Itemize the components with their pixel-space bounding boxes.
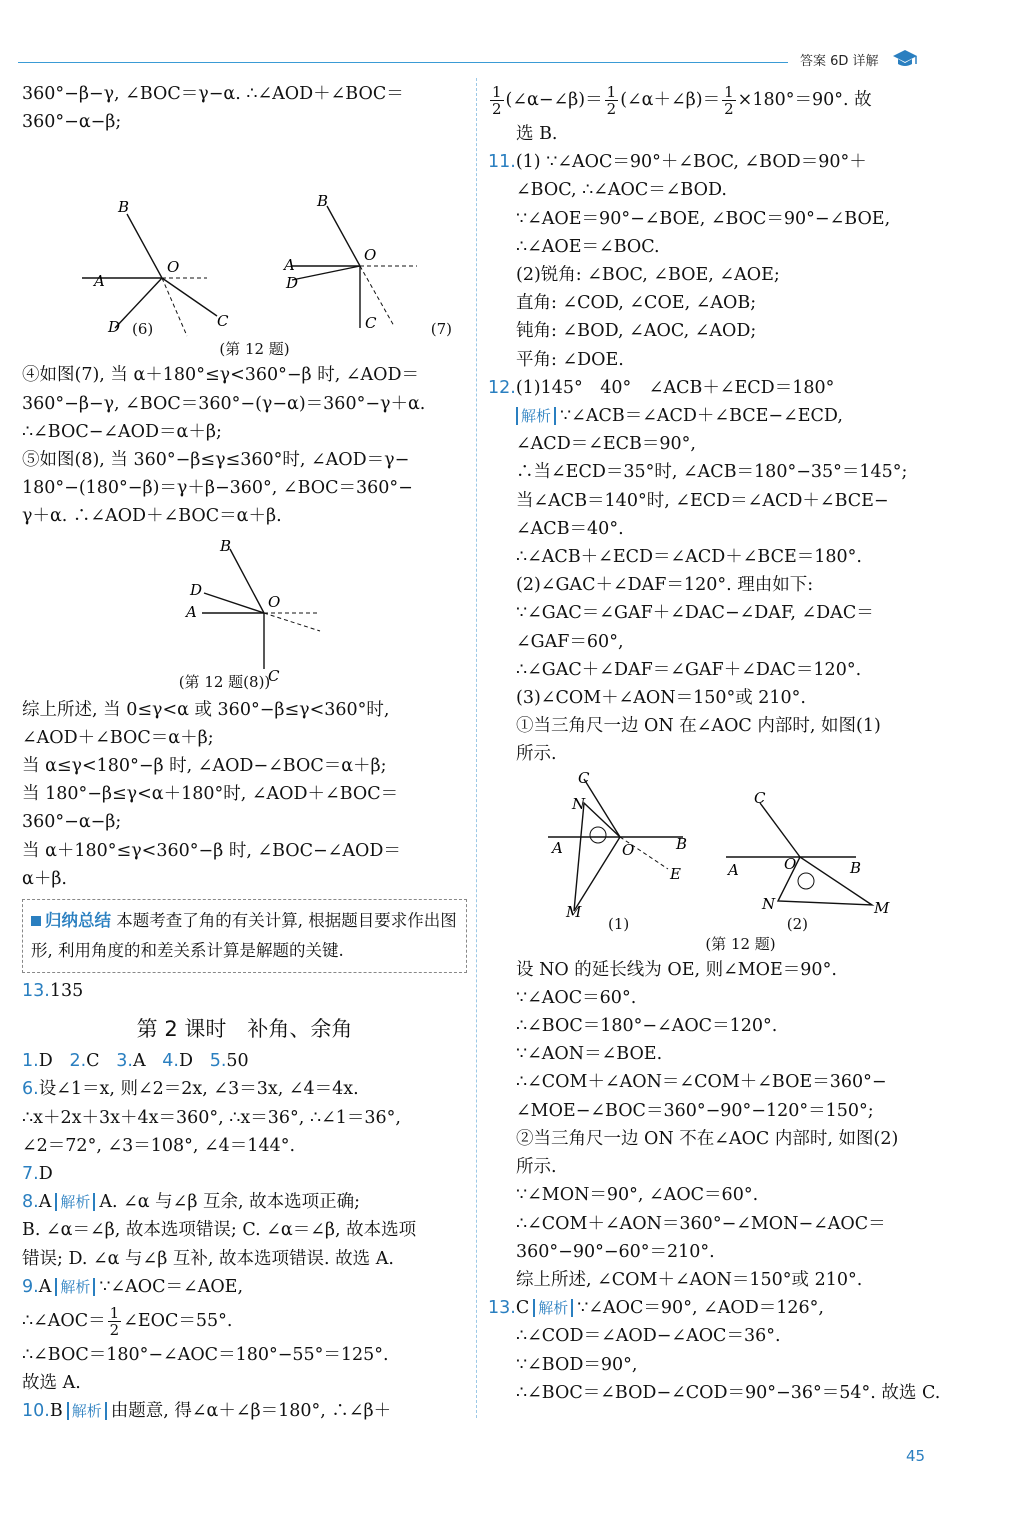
summary-label: 归纳总结 [45,911,111,931]
analysis-tag: 解析 [533,1299,573,1317]
header-title: 答案 6D 详解 [800,54,879,69]
text-line: 360°−α−β; [22,112,122,133]
q6-solution [22,1075,467,1160]
question-number: 10. [22,1401,50,1422]
text-line: 设∠1＝x, 则∠2＝2x, ∠3＝3x, ∠4＝4x. [38,1079,359,1100]
svg-text:C: C [754,788,766,807]
svg-text:D: D [190,580,203,599]
text-line: 综上所述, 当 0≤γ<α 或 360°−β≤γ<360°时, [22,699,390,720]
text-line: 当 α≤γ<180°−β 时, ∠AOD−∠BOC＝α＋β; [22,756,387,777]
q12-part3 [488,956,1013,1294]
text-line: B. ∠α＝∠β, 故本选项错误; C. ∠α＝∠β, 故本选项 [22,1220,417,1241]
question-number: 4. [162,1051,179,1072]
answer: 135 [49,981,84,1002]
answer: D [178,1051,194,1072]
text-fragment: ∠EOC＝55°. [123,1311,233,1332]
figure-label-1: (1) [608,914,630,933]
figure-caption: (第 12 题) [705,934,776,953]
answer: 50 [226,1051,249,1072]
right-column [488,80,1013,1407]
svg-text:M: M [874,898,890,917]
answer: B [49,1401,63,1422]
text-line: 360°−α−β; [22,812,122,833]
answer: D [38,1164,53,1185]
text-line: ∵∠AOC＝90°, ∠AOD＝126°, [577,1298,824,1319]
summary-text: 本题考查了角的有关计算, 根据题目要求作出图形, 利用角度的和差关系计算是解题的关键. [31,911,457,961]
text-line: 所示. [516,744,557,765]
question-number: 13. [488,1298,516,1319]
answer: C [86,1051,100,1072]
svg-text:B: B [118,198,130,217]
text-line: ∵∠AOE＝90°−∠BOE, ∠BOC＝90°−∠BOE, [516,208,891,229]
text-line: ∴∠AOE＝∠BOC. [516,236,660,257]
text-line: 由题意, 得∠α＋∠β＝180°, ∴∠β＋ [110,1401,392,1422]
svg-text:N: N [762,894,776,913]
text-line: 故选 A. [22,1373,81,1394]
svg-text:B: B [220,536,232,555]
fraction-half: $\frac{1}{2}$ [606,83,617,118]
figure-12-triangles [488,769,1013,919]
answer: C [515,1298,530,1319]
figure-12-6-7 [22,136,467,337]
svg-text:A: A [186,602,197,621]
text-line: 错误; D. ∠α 与∠β 互补, 故本选项错误. 故选 A. [22,1248,394,1269]
q9-solution [22,1273,467,1398]
angle-diagrams-6-7 [22,136,467,337]
text-line: ∴∠GAC＋∠DAF＝∠GAF＋∠DAC＝120°. [516,659,862,680]
column-divider [476,78,478,1418]
svg-text:D: D [286,274,299,293]
text-line: ∠MOE−∠BOC＝360°−90°−120°＝150°; [516,1100,874,1121]
text-line: 选 B. [516,124,558,144]
text-fragment: ×180°＝90°. 故 [737,90,872,110]
svg-text:O: O [364,246,377,265]
text-line: ∠AOD＋∠BOC＝α＋β; [22,727,214,748]
svg-text:B: B [676,834,688,853]
analysis-tag: 解析 [516,407,556,425]
q13-solution [488,1294,1013,1407]
text-line: ∵∠ACB＝∠ACD＋∠BCE−∠ECD, [560,406,843,427]
text-line: 所示. [516,1157,557,1178]
q12-cases-4-5 [22,361,467,530]
text-line: (1) ∵∠AOC＝90°＋∠BOC, ∠BOD＝90°＋ [515,152,867,173]
answer: D [38,1051,53,1072]
text-line: ∵∠AON＝∠BOE. [516,1044,663,1065]
page-number: 45 [906,1447,926,1465]
text-line: 平角: ∠DOE. [516,349,624,370]
triangle-diagrams [488,769,1013,919]
svg-text:O: O [784,854,797,873]
text-line: ∵∠GAC＝∠GAF＋∠DAC−∠DAF, ∠DAC＝ [516,603,874,624]
q13-answer [22,977,467,1005]
answer: A [132,1051,146,1072]
question-number: 11. [488,152,516,173]
answer: A [38,1192,52,1213]
svg-text:E: E [670,864,681,883]
figure-caption: (第 12 题) [219,340,290,359]
text-fragment: (∠α＋∠β)＝ [620,90,721,110]
fraction-half: $\frac{1}{2}$ [724,83,734,118]
figure-caption-8: (第 12 题(8)) [178,672,271,691]
text-line: ∴∠COM＋∠AON＝∠COM＋∠BOE＝360°− [516,1072,887,1093]
text-line: ⑤如图(8), 当 360°−β≤γ≤360°时, ∠AOD＝γ− [22,450,410,471]
summary-box [22,899,467,973]
text-line: 设 NO 的延长线为 OE, 则∠MOE＝90°. [516,959,837,980]
q1-5-answers [22,1047,467,1075]
summary-square-icon [31,916,41,926]
analysis-tag: 解析 [55,1193,95,1211]
text-line: ∴∠ACB＋∠ECD＝∠ACD＋∠BCE＝180°. [516,547,862,568]
text-line: (2)∠GAC＋∠DAF＝120°. 理由如下: [516,575,814,596]
text-line: ④如图(7), 当 α＋180°≤γ<360°−β 时, ∠AOD＝ [22,365,420,386]
q12-continued-top [22,80,467,136]
text-line: 180°−(180°−β)＝γ＋β−360°, ∠BOC＝360°− [22,478,413,499]
answer: A [38,1276,52,1297]
text-fragment: (∠α−∠β)＝ [505,90,603,110]
text-line: ∴∠BOC＝∠BOD−∠COD＝90°−36°＝54°. 故选 C. [516,1382,941,1403]
figure-label-2: (2) [786,914,808,933]
q7-answer [22,1160,467,1188]
svg-text:B: B [850,858,862,877]
svg-text:N: N [572,794,586,813]
text-line: ∴∠BOC＝180°−∠AOC＝180°−55°＝125°. [22,1345,389,1366]
text-line: ①当三角尺一边 ON 在∠AOC 内部时, 如图(1) [516,716,881,737]
question-number: 3. [116,1051,133,1072]
svg-text:A: A [552,838,563,857]
text-line: ∵∠AOC＝∠AOE, [99,1276,244,1297]
text-line: ∴∠BOC＝180°−∠AOC＝120°. [516,1016,778,1037]
question-number: 5. [209,1051,227,1072]
svg-text:C: C [268,666,280,685]
text-line: γ＋α. ∴∠AOD＋∠BOC＝α＋β. [22,506,282,527]
section-title: 第 2 课时 补角、余角 [136,1017,353,1042]
text-line: α＋β. [22,868,67,889]
svg-text:O: O [167,258,180,277]
text-line: ∵∠MON＝90°, ∠AOC＝60°. [516,1185,759,1206]
analysis-tag: 解析 [67,1402,107,1420]
text-line: ∴∠COD＝∠AOD−∠AOC＝36°. [516,1326,781,1347]
text-line: ∠ACB＝40°. [516,518,624,539]
text-line: (3)∠COM＋∠AON＝150°或 210°. [516,688,806,709]
q12-conclusion [22,696,467,893]
svg-text:O: O [622,840,635,859]
svg-text:C: C [217,312,229,331]
analysis-tag: 解析 [55,1278,95,1296]
text-line: ∴∠BOC−∠AOD＝α＋β; [22,421,222,442]
q12-solution [488,374,1013,769]
text-line: (1)145° 40° ∠ACB＋∠ECD＝180° [515,377,835,398]
graduation-cap-icon [892,48,918,74]
text-line: ∴x＋2x＋3x＋4x＝360°, ∴x＝36°, ∴∠1＝36°, [22,1107,401,1128]
text-line: ②当三角尺一边 ON 不在∠AOC 内部时, 如图(2) [516,1128,899,1149]
text-line: 360°−β−γ, ∠BOC＝γ−α. ∴∠AOD＋∠BOC＝ [22,84,404,104]
text-line: A. ∠α 与∠β 互余, 故本选项正确; [99,1192,361,1213]
svg-text:O: O [268,592,281,611]
text-line: ∠BOC, ∴∠AOC＝∠BOD. [516,180,727,201]
text-line: 钝角: ∠BOD, ∠AOC, ∠AOD; [516,321,757,342]
question-number: 9. [22,1276,39,1297]
text-line: ∠ACD＝∠ECB＝90°, [516,434,696,455]
text-line: ∴∠COM＋∠AON＝360°−∠MON−∠AOC＝ [516,1213,886,1234]
text-line: 360°−β−γ, ∠BOC＝360°−(γ−α)＝360°−γ＋α. [22,393,426,414]
fraction-half: $\frac{1}{2}$ [109,1304,120,1340]
text-line: ∠2＝72°, ∠3＝108°, ∠4＝144°. [22,1135,296,1156]
text-line: ∵∠AOC＝60°. [516,987,637,1008]
left-column [22,80,467,1426]
text-line: ∴当∠ECD＝35°时, ∠ACB＝180°−35°＝145°; [516,462,908,483]
text-line: 当∠ACB＝140°时, ∠ECD＝∠ACD＋∠BCE− [516,490,889,511]
figure-label-7: (7) [430,320,452,339]
text-line: 360°−90°−60°＝210°. [516,1241,715,1262]
header-rule [18,62,788,63]
text-line: 综上所述, ∠COM＋∠AON＝150°或 210°. [516,1269,863,1290]
figure-label-6: (6) [132,320,154,339]
question-number: 1. [22,1051,39,1072]
svg-text:A: A [728,860,739,879]
q10-solution-start [22,1397,467,1425]
text-line: 当 α＋180°≤γ<360°−β 时, ∠BOC−∠AOD＝ [22,840,401,861]
q11-solution [488,148,1013,374]
question-number: 12. [488,377,516,398]
question-number: 8. [22,1192,39,1213]
q8-solution [22,1188,467,1273]
svg-text:C: C [365,314,377,333]
text-line: (2)锐角: ∠BOC, ∠BOE, ∠AOE; [516,265,780,286]
question-number: 6. [22,1079,39,1100]
question-number: 2. [69,1051,87,1072]
q10-continued [488,80,1013,120]
svg-text:A: A [284,256,295,275]
text-fragment: ∴∠AOC＝ [22,1311,106,1332]
svg-text:D: D [108,318,121,337]
svg-text:A: A [94,272,105,291]
text-line: ∠GAF＝60°, [516,631,624,652]
fraction-half: $\frac{1}{2}$ [492,83,502,118]
svg-text:M: M [566,902,582,921]
question-number: 13. [22,981,50,1002]
text-line: 直角: ∠COD, ∠COE, ∠AOB; [516,293,757,314]
text-line: ∵∠BOD＝90°, [516,1354,638,1375]
svg-text:B: B [317,192,329,211]
text-line: 当 180°−β≤γ<α＋180°时, ∠AOD＋∠BOC＝ [22,784,399,805]
svg-text:C: C [578,768,590,787]
question-number: 7. [22,1164,39,1185]
